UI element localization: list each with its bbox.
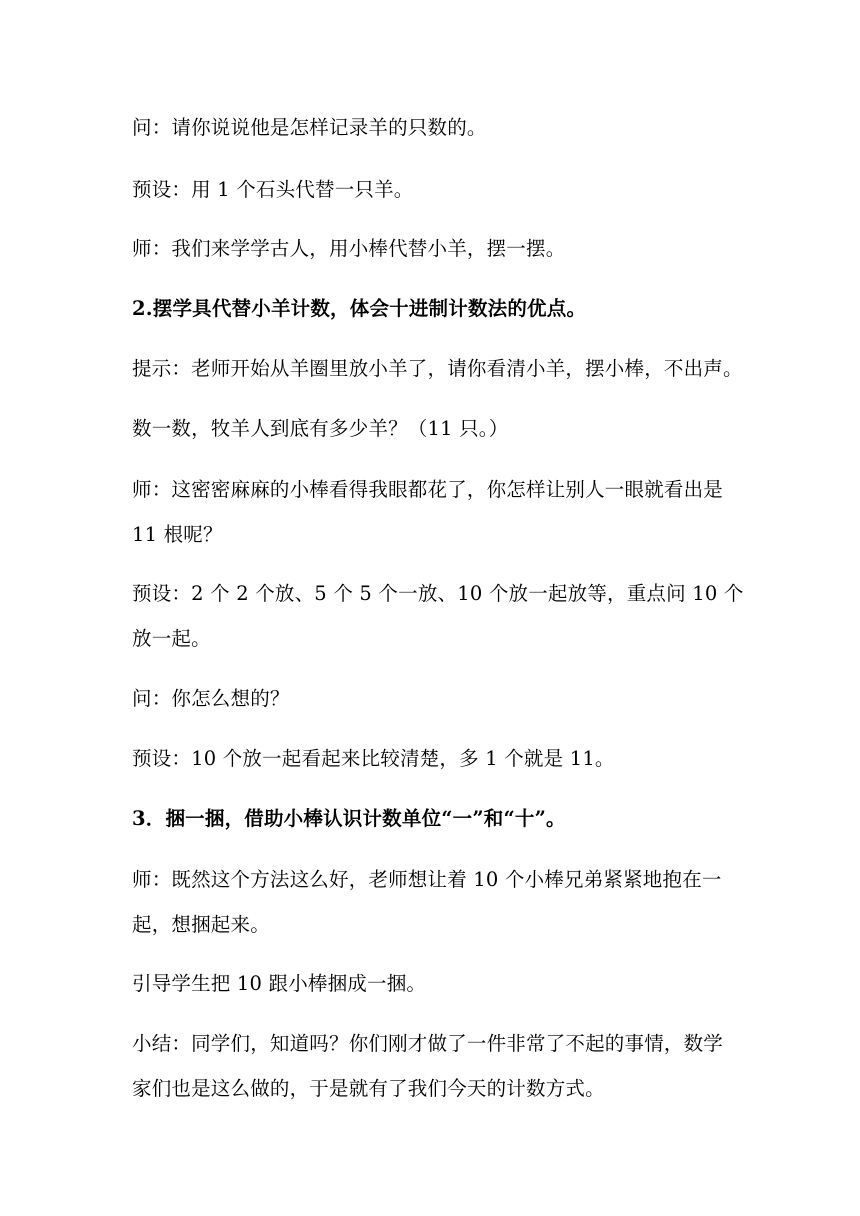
text-line-teacher-dense-cont: 11 根呢？ xyxy=(132,523,223,546)
text-line-teacher-bundle: 师：既然这个方法这么好，老师想让着 10 个小棒兄弟紧紧地抱在一 xyxy=(132,868,722,891)
text-line-question-record: 问：请你说说他是怎样记录羊的只数的。 xyxy=(132,116,487,139)
text-line-summary-cont: 家们也是这么做的，于是就有了我们今天的计数方式。 xyxy=(132,1077,605,1100)
section-heading-2: 2.摆学具代替小羊计数，体会十进制计数法的优点。 xyxy=(132,297,587,320)
text-line-preset-grouping-cont: 放一起。 xyxy=(132,627,211,650)
text-line-count: 数一数，牧羊人到底有多少羊？（11 只。） xyxy=(132,417,509,440)
text-line-summary: 小结：同学们，知道吗？你们刚才做了一件非常了不起的事情，数学 xyxy=(132,1032,724,1055)
text-line-teacher-ancients: 师：我们来学学古人，用小棒代替小羊，摆一摆。 xyxy=(132,237,566,260)
section-heading-3: 3．捆一捆，借助小棒认识计数单位“一”和“十”。 xyxy=(132,807,566,830)
text-line-guide-students: 引导学生把 10 跟小棒捆成一捆。 xyxy=(132,972,427,995)
text-line-preset-grouping: 预设：2 个 2 个放、5 个 5 个一放、10 个放一起放等，重点问 10 个 xyxy=(132,582,744,605)
text-line-teacher-dense: 师：这密密麻麻的小棒看得我眼都花了，你怎样让别人一眼就看出是 xyxy=(132,478,724,501)
text-line-hint: 提示：老师开始从羊圈里放小羊了，请你看清小羊，摆小棒，不出声。 xyxy=(132,357,743,380)
text-line-teacher-bundle-cont: 起，想捆起来。 xyxy=(132,913,270,936)
text-line-preset-clear: 预设：10 个放一起看起来比较清楚，多 1 个就是 11。 xyxy=(132,747,615,770)
text-line-question-think: 问：你怎么想的？ xyxy=(132,687,290,710)
text-line-preset-stone: 预设：用 1 个石头代替一只羊。 xyxy=(132,178,414,201)
